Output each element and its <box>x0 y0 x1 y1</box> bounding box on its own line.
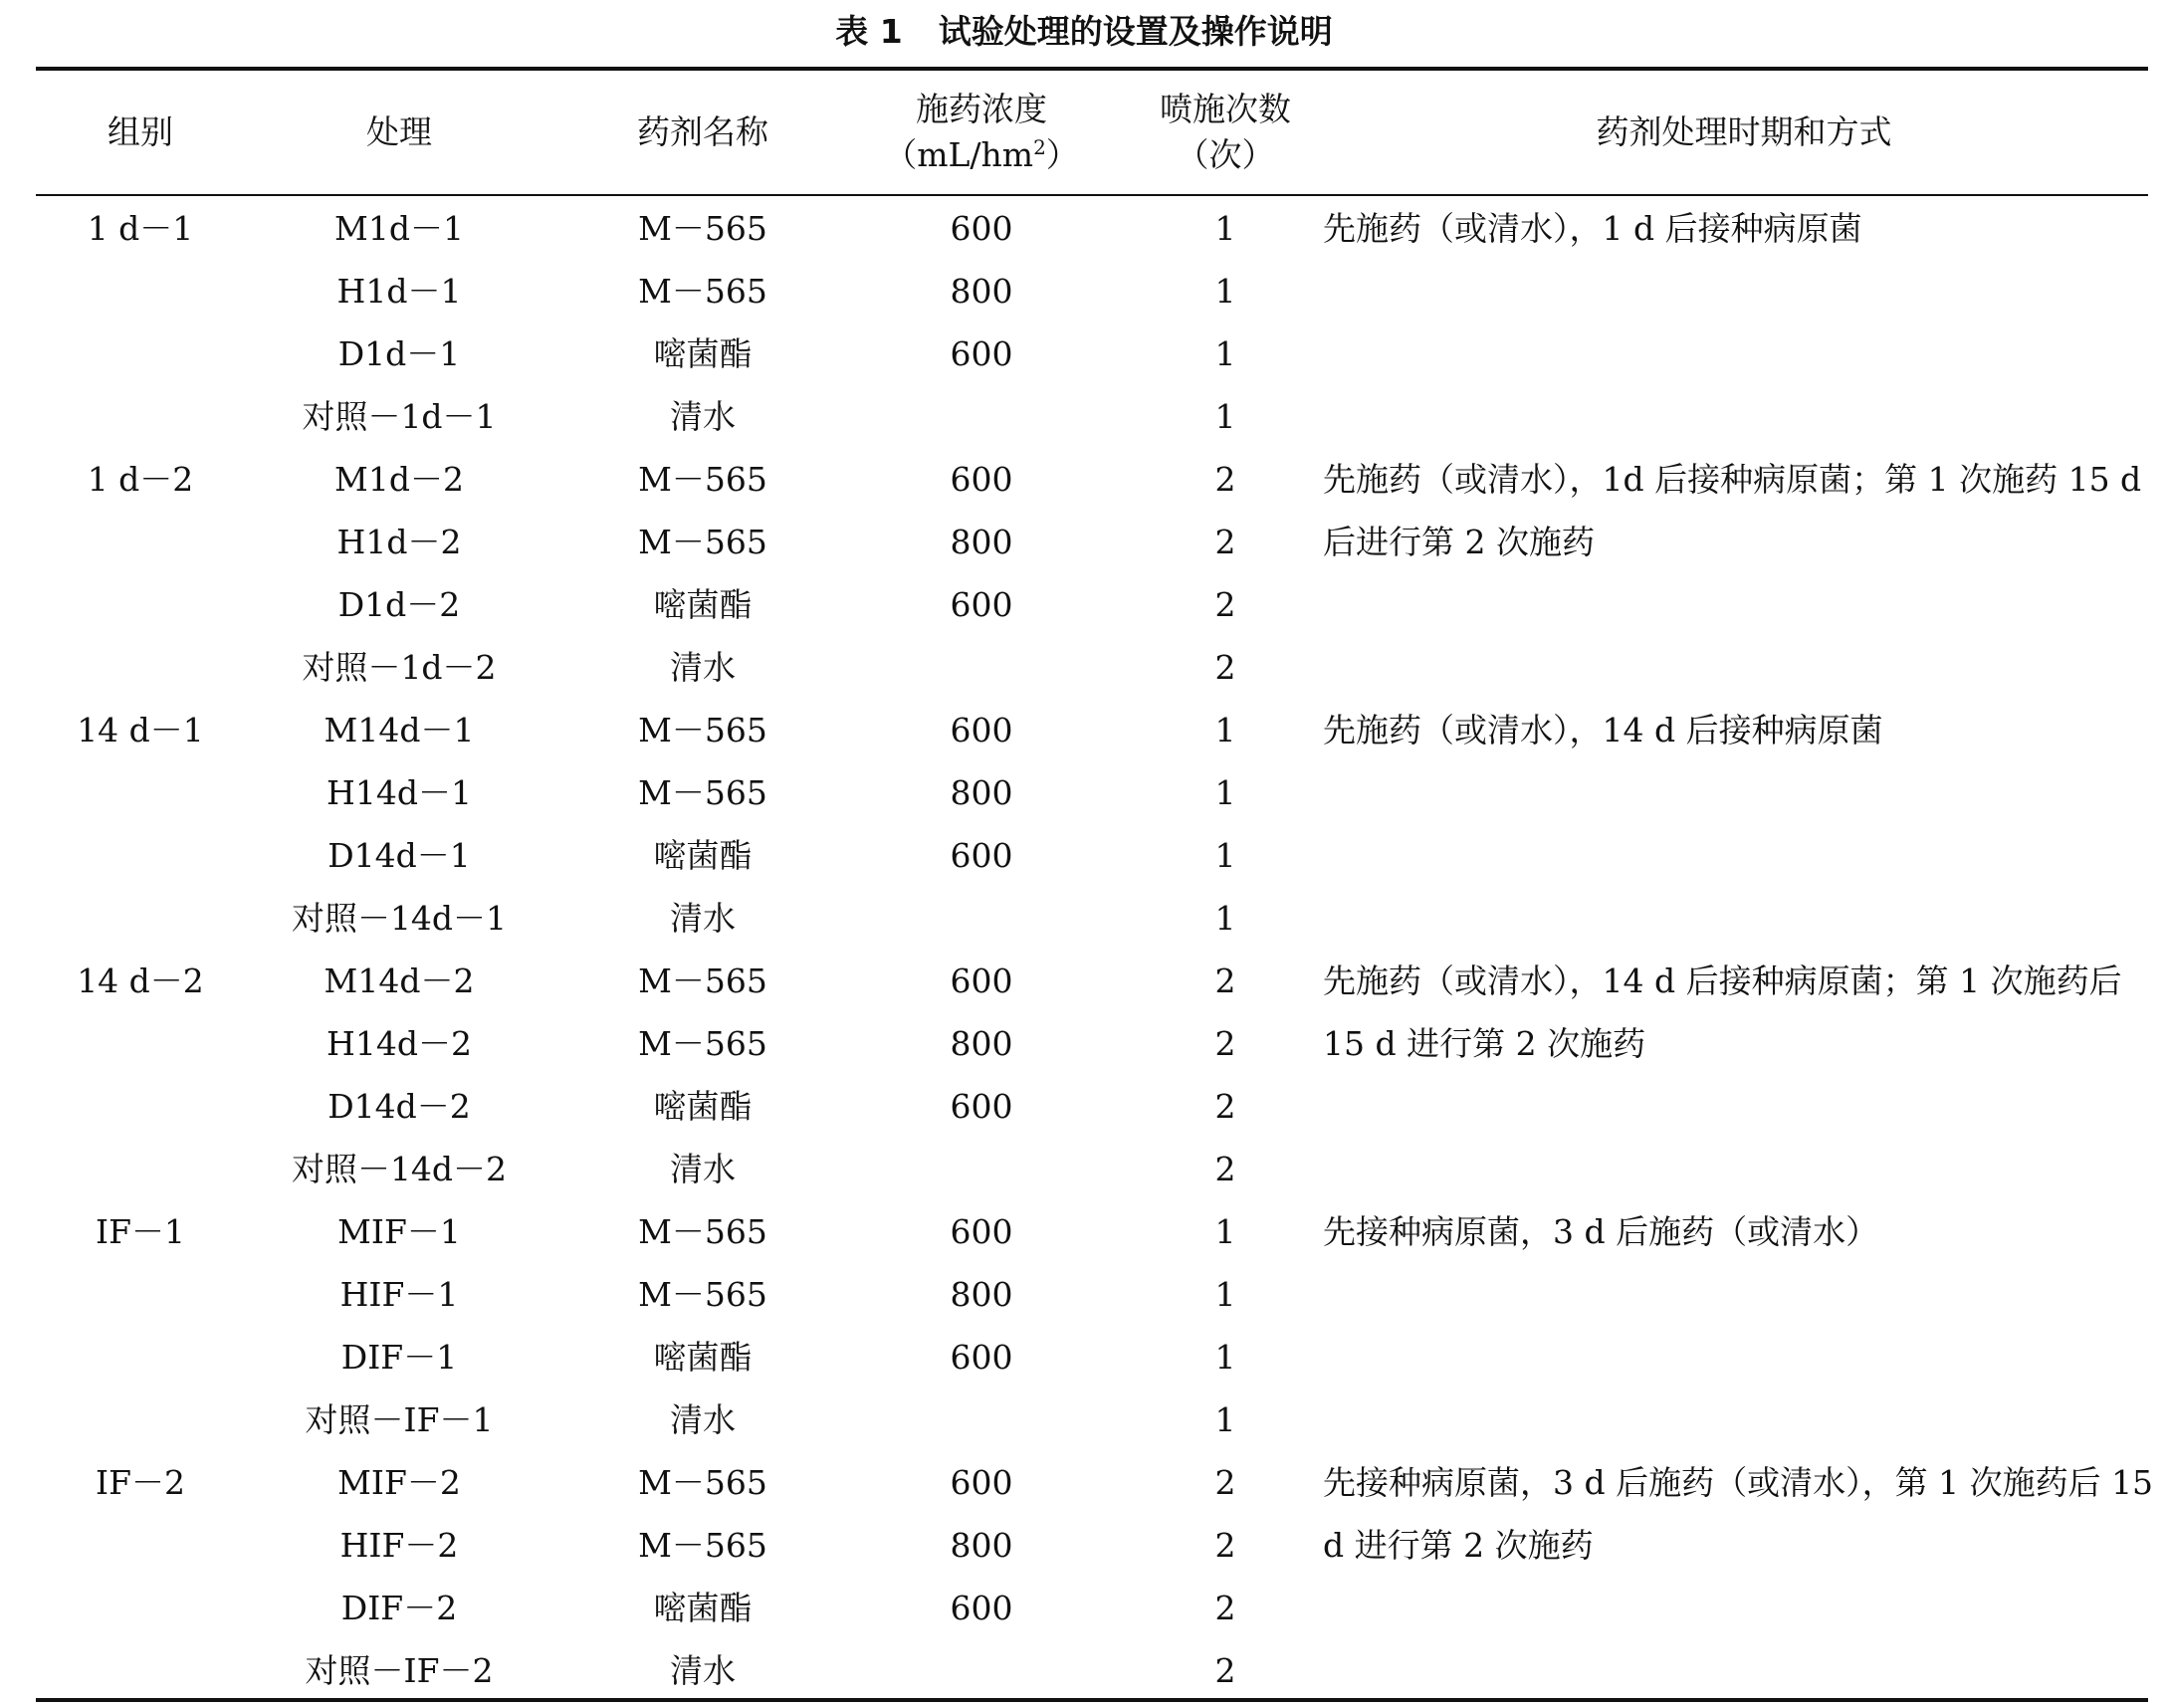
concentration-cell <box>852 385 1111 448</box>
times-cell: 2 <box>1214 523 1236 561</box>
table-row <box>36 1012 2148 1075</box>
bottom-rule <box>36 1698 2148 1702</box>
agent-cell: M－565 <box>638 1463 767 1502</box>
times-cell: 1 <box>1214 773 1236 812</box>
treatment-cell: 对照－IF－1 <box>305 1400 494 1439</box>
treatment-cell: 对照－1d－1 <box>302 397 497 436</box>
agent-cell: M－565 <box>638 523 767 561</box>
concentration-cell: 600 <box>950 209 1013 248</box>
concentration-cell: 600 <box>950 1463 1013 1502</box>
group-label: IF－2 <box>96 1463 185 1502</box>
treatment-cell: H1d－1 <box>336 272 462 311</box>
times-cell: 1 <box>1214 1400 1236 1439</box>
treatment-cell: 对照－1d－2 <box>302 648 497 687</box>
table-row <box>36 761 2148 824</box>
table-row <box>36 573 2148 636</box>
agent-cell: 嘧菌酯 <box>653 836 753 875</box>
table-row <box>36 1263 2148 1326</box>
treatment-cell: 对照－14d－1 <box>291 899 508 938</box>
table-row <box>36 1388 2148 1451</box>
times-cell: 1 <box>1214 397 1236 436</box>
table-header <box>36 71 2148 194</box>
times-cell: 2 <box>1214 1589 1236 1627</box>
group-label: 1 d－1 <box>87 209 194 248</box>
treatment-cell: H14d－1 <box>326 773 472 812</box>
times-cell: 1 <box>1214 272 1236 311</box>
times-cell: 1 <box>1214 1338 1236 1377</box>
header-method: 药剂处理时期和方式 <box>1596 112 1892 151</box>
times-cell: 2 <box>1214 1526 1236 1565</box>
concentration-cell: 600 <box>950 334 1013 373</box>
table-row <box>36 699 2148 761</box>
table-row <box>36 1639 2148 1702</box>
concentration-cell: 600 <box>950 1338 1013 1377</box>
header-treatment: 处理 <box>366 112 432 151</box>
agent-cell: 嘧菌酯 <box>653 585 753 624</box>
group-description: 先接种病原菌，3 d 后施药（或清水），第 1 次施药后 15 d 进行第 2 次施药 <box>1323 1463 2154 1565</box>
treatment-cell: HIF－2 <box>339 1526 459 1565</box>
treatment-cell: DIF－1 <box>340 1338 458 1377</box>
concentration-cell: 800 <box>950 272 1013 311</box>
table-row <box>36 1577 2148 1639</box>
agent-cell: 清水 <box>670 648 736 687</box>
treatment-cell: M14d－1 <box>324 711 475 749</box>
table-row <box>36 1075 2148 1138</box>
table-group <box>36 1200 2148 1451</box>
times-cell: 1 <box>1214 836 1236 875</box>
agent-cell: 嘧菌酯 <box>653 334 753 373</box>
header-agent: 药剂名称 <box>637 112 768 151</box>
table-group <box>36 197 2148 448</box>
agent-cell: M－565 <box>638 961 767 1000</box>
treatment-cell: HIF－1 <box>339 1275 459 1314</box>
table-row <box>36 1200 2148 1263</box>
table-row <box>36 824 2148 887</box>
group-description: 先施药（或清水），14 d 后接种病原菌 <box>1323 711 1883 749</box>
treatment-cell: D1d－2 <box>337 585 461 624</box>
table-group <box>36 699 2148 950</box>
table-row <box>36 322 2148 385</box>
agent-cell: 嘧菌酯 <box>653 1338 753 1377</box>
concentration-cell: 600 <box>950 711 1013 749</box>
concentration-cell: 600 <box>950 1087 1013 1126</box>
times-cell: 1 <box>1214 899 1236 938</box>
concentration-cell <box>852 1388 1111 1451</box>
treatment-cell: DIF－2 <box>340 1589 458 1627</box>
group-label: 14 d－2 <box>77 961 204 1000</box>
agent-cell: M－565 <box>638 272 767 311</box>
group-description: 先施药（或清水），14 d 后接种病原菌；第 1 次施药后 15 d 进行第 2 次施药 <box>1323 961 2122 1063</box>
concentration-cell: 800 <box>950 523 1013 561</box>
agent-cell: M－565 <box>638 1526 767 1565</box>
group-description: 先施药（或清水），1d 后接种病原菌；第 1 次施药 15 d 后进行第 2 次施药 <box>1323 460 2142 561</box>
agent-cell: 清水 <box>670 397 736 436</box>
table-row <box>36 636 2148 699</box>
times-cell: 2 <box>1214 585 1236 624</box>
agent-cell: M－565 <box>638 209 767 248</box>
times-cell: 1 <box>1214 209 1236 248</box>
concentration-cell: 600 <box>950 1589 1013 1627</box>
treatment-cell: D14d－2 <box>327 1087 471 1126</box>
concentration-cell: 800 <box>950 1526 1013 1565</box>
table-group <box>36 448 2148 699</box>
table-row <box>36 197 2148 260</box>
agent-cell: M－565 <box>638 460 767 499</box>
agent-cell: M－565 <box>638 1212 767 1251</box>
times-cell: 2 <box>1214 1150 1236 1188</box>
agent-cell: 清水 <box>670 1651 736 1690</box>
treatment-cell: 对照－IF－2 <box>305 1651 494 1690</box>
concentration-cell: 600 <box>950 961 1013 1000</box>
header-group: 组别 <box>108 112 173 151</box>
times-cell: 1 <box>1214 1212 1236 1251</box>
times-cell: 2 <box>1214 1651 1236 1690</box>
header-rule <box>36 194 2148 196</box>
table-caption <box>0 8 2168 56</box>
table-row <box>36 950 2148 1012</box>
group-label: 14 d－1 <box>77 711 204 749</box>
table-group <box>36 950 2148 1200</box>
treatment-cell: H14d－2 <box>326 1024 472 1063</box>
table-body <box>36 197 2154 1702</box>
table-row <box>36 1326 2148 1388</box>
concentration-cell: 800 <box>950 1024 1013 1063</box>
times-cell: 2 <box>1214 1024 1236 1063</box>
group-description: 先施药（或清水），1 d 后接种病原菌 <box>1323 209 1862 248</box>
header-concentration-unit: $(mL/hm^2)$ <box>884 135 1079 174</box>
times-cell: 2 <box>1214 1463 1236 1502</box>
times-cell: 1 <box>1214 1275 1236 1314</box>
treatment-cell: MIF－1 <box>337 1212 461 1251</box>
agent-cell: M－565 <box>638 773 767 812</box>
concentration-cell: 800 <box>950 773 1013 812</box>
agent-cell: 嘧菌酯 <box>653 1087 753 1126</box>
treatment-cell: M14d－2 <box>324 961 475 1000</box>
times-cell: 2 <box>1214 961 1236 1000</box>
table-title: 试验处理的设置及操作说明 <box>938 12 1333 51</box>
group-label: 1 d－2 <box>87 460 194 499</box>
concentration-cell: 600 <box>950 836 1013 875</box>
times-cell: 2 <box>1214 1087 1236 1126</box>
concentration-cell <box>852 636 1111 699</box>
table-row <box>36 1451 2148 1514</box>
table-row <box>36 448 2148 511</box>
table-row <box>36 385 2148 448</box>
concentration-cell <box>852 1138 1111 1200</box>
table-row <box>36 511 2148 573</box>
agent-cell: M－565 <box>638 1275 767 1314</box>
agent-cell: 清水 <box>670 1150 736 1188</box>
treatment-cell: D14d－1 <box>327 836 471 875</box>
concentration-cell <box>852 1639 1111 1702</box>
table-row <box>36 1514 2148 1577</box>
times-cell: 1 <box>1214 334 1236 373</box>
group-description: 先接种病原菌，3 d 后施药（或清水） <box>1323 1212 1879 1251</box>
times-cell: 2 <box>1214 648 1236 687</box>
treatment-cell: M1d－2 <box>334 460 464 499</box>
treatment-cell: D1d－1 <box>337 334 461 373</box>
treatment-cell: H1d－2 <box>336 523 462 561</box>
header-concentration: 施药浓度 $(mL/hm^2)$ <box>852 71 1111 194</box>
concentration-cell <box>852 887 1111 950</box>
treatment-cell: MIF－2 <box>337 1463 461 1502</box>
concentration-cell: 600 <box>950 585 1013 624</box>
table-group <box>36 1451 2154 1702</box>
concentration-cell: 600 <box>950 1212 1013 1251</box>
times-cell: 2 <box>1214 460 1236 499</box>
agent-cell: M－565 <box>638 1024 767 1063</box>
table-row <box>36 887 2148 950</box>
concentration-cell: 800 <box>950 1275 1013 1314</box>
agent-cell: M－565 <box>638 711 767 749</box>
agent-cell: 清水 <box>670 1400 736 1439</box>
agent-cell: 嘧菌酯 <box>653 1589 753 1627</box>
table-row <box>36 260 2148 322</box>
treatment-cell: 对照－14d－2 <box>291 1150 508 1188</box>
concentration-cell: 600 <box>950 460 1013 499</box>
times-cell: 1 <box>1214 711 1236 749</box>
table-number: 表 1 <box>835 12 903 51</box>
treatment-cell: M1d－1 <box>334 209 464 248</box>
group-label: IF－1 <box>96 1212 185 1251</box>
agent-cell: 清水 <box>670 899 736 938</box>
table-row <box>36 1138 2148 1200</box>
header-times: 喷施次数 （次） <box>1160 90 1291 174</box>
